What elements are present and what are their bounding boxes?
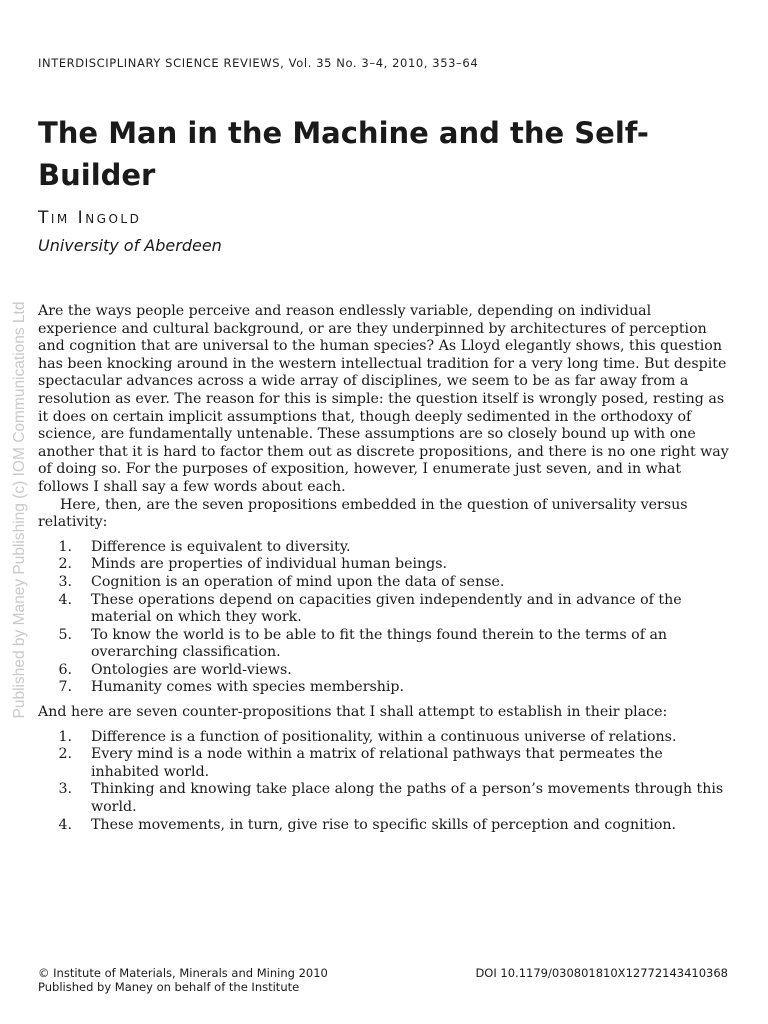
list-number: 3. bbox=[58, 781, 72, 798]
article-body bbox=[38, 303, 730, 841]
list-item-text: Ontologies are world-views. bbox=[91, 661, 292, 678]
list-item-text: Minds are properties of individual human beings. bbox=[91, 556, 448, 573]
list-item bbox=[38, 781, 730, 816]
paragraph-propositions-lead: Here, then, are the seven propositions embedded in the question of universality versus relativity: bbox=[38, 496, 688, 531]
article-title: The Man in the Machine and the Self-Builder bbox=[38, 116, 649, 192]
paragraph-intro: Are the ways people perceive and reason endlessly variable, depending on individual experience and cultural background, or are they underpinned by architectures of perception and cognition that are universal to the human species? As Lloyd elegantly shows, this question has been knocking around in the western intellectual tradition for a very long time. But despite spectacular advances across a wide array of disciplines, we seem to be as far away from a resolution as ever. The reason for this is simple: the question itself is wrongly posed, resting as it does on certain implicit assumptions that, though deeply sedimented in the orthodoxy of science, are fundamentally untenable. These assumptions are so closely bound up with one another that it is hard to factor them out as discrete propositions, and there is no one right way of doing so. For the purposes of exposition, however, I enumerate just seven, and in what follows I shall say a few words about each. bbox=[38, 303, 729, 495]
list-item-text: To know the world is to be able to fit the things found therein to the terms of an overarching classification. bbox=[91, 626, 668, 661]
list-number: 1. bbox=[58, 538, 72, 555]
list-item-text: Humanity comes with species membership. bbox=[91, 679, 405, 696]
journal-citation: INTERDISCIPLINARY SCIENCE REVIEWS, Vol. 35 No. 3–4, 2010, 353–64 bbox=[38, 56, 479, 70]
list-item-text: Cognition is an operation of mind upon the data of sense. bbox=[91, 573, 505, 590]
list-number: 4. bbox=[58, 816, 72, 833]
list-item bbox=[38, 592, 730, 627]
list-item bbox=[38, 746, 730, 781]
author-name: Tim Ingold bbox=[38, 208, 142, 228]
list-item-text: Every mind is a node within a matrix of relational pathways that permeates the inhabited world. bbox=[91, 746, 663, 780]
list-number: 2. bbox=[58, 556, 72, 573]
paragraph-counter-lead: And here are seven counter-propositions that I shall attempt to establish in their place: bbox=[38, 704, 668, 721]
list-item bbox=[38, 817, 730, 835]
list-number: 7. bbox=[58, 679, 72, 696]
publisher-watermark: Published by Maney Publishing (c) IOM Communications Ltd bbox=[11, 301, 28, 719]
copyright-line: © Institute of Materials, Minerals and Mining 2010 bbox=[38, 966, 328, 980]
list-item bbox=[38, 539, 730, 557]
author-affiliation: University of Aberdeen bbox=[38, 236, 222, 255]
list-item bbox=[38, 679, 730, 697]
publisher-line: Published by Maney on behalf of the Institute bbox=[38, 980, 300, 994]
propositions-list bbox=[38, 539, 730, 697]
list-item bbox=[38, 556, 730, 574]
footer-copyright bbox=[38, 966, 328, 994]
list-item bbox=[38, 729, 730, 747]
list-item-text: These movements, in turn, give rise to specific skills of perception and cognition. bbox=[91, 816, 677, 833]
list-number: 3. bbox=[58, 573, 72, 590]
counter-propositions-list bbox=[38, 729, 730, 835]
list-number: 6. bbox=[58, 661, 72, 678]
list-item-text: These operations depend on capacities given independently and in advance of the material on which they work. bbox=[91, 591, 682, 626]
list-item bbox=[38, 627, 730, 662]
list-number: 4. bbox=[58, 591, 72, 608]
list-number: 2. bbox=[58, 746, 72, 763]
list-item bbox=[38, 662, 730, 680]
list-item-text: Difference is equivalent to diversity. bbox=[91, 538, 351, 555]
list-number: 5. bbox=[58, 626, 72, 643]
list-item-text: Difference is a function of positionality, within a continuous universe of relations. bbox=[91, 728, 677, 745]
footer-doi: DOI 10.1179/030801810X12772143410368 bbox=[475, 966, 728, 980]
list-item bbox=[38, 574, 730, 592]
list-item-text: Thinking and knowing take place along the paths of a person’s movements through this world. bbox=[91, 781, 724, 816]
list-number: 1. bbox=[58, 728, 72, 745]
